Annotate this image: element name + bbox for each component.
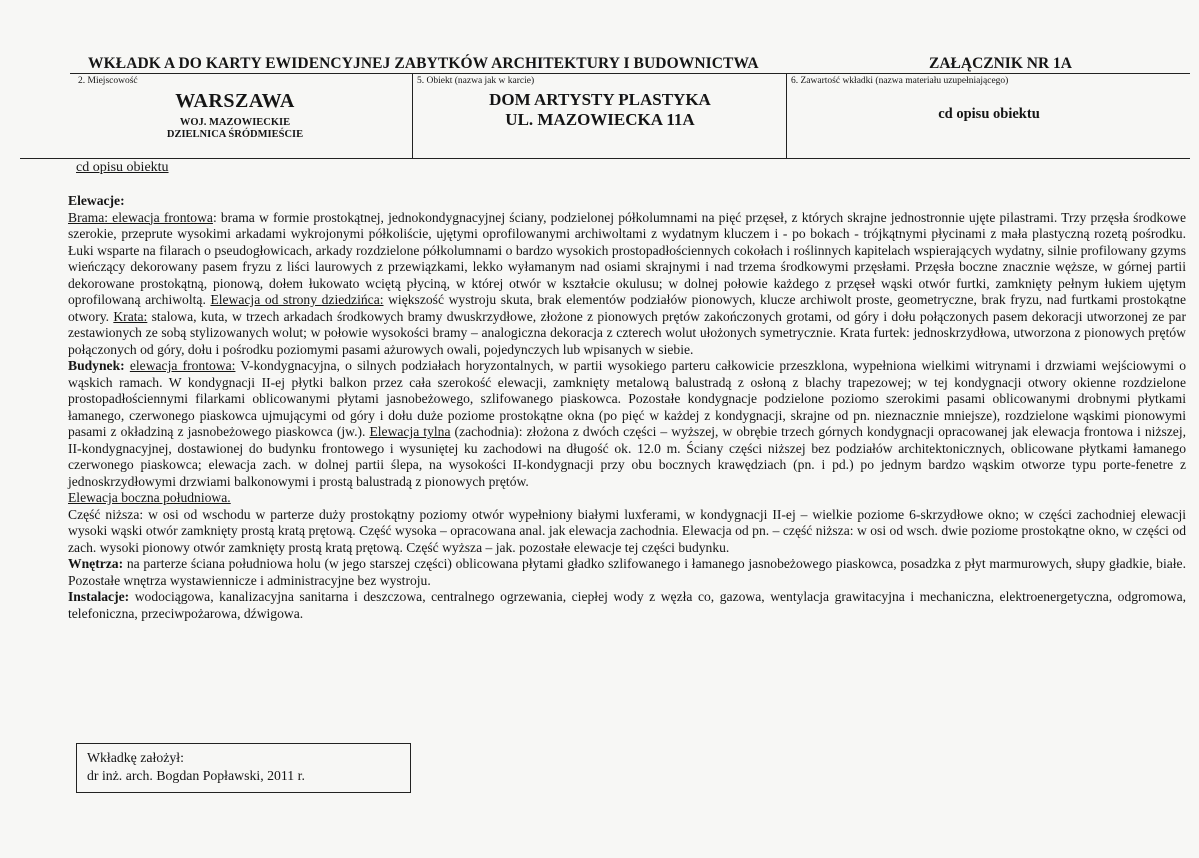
boczna-label: Elewacja boczna południowa. [68, 490, 231, 505]
annex-number: ZAŁĄCZNIK NR 1A [929, 55, 1072, 72]
object-name: DOM ARTYSTY PLASTYKA [489, 90, 711, 109]
wnetrza-text: na parterze ściana południowa holu (w jego starszej części) oblicowana płytami gładko szlifowanego i łamanego jasnobeżowego piaskowca, posadzka z płyt marmurowych, słupy gładkie, białe. Pozostałe wnętrza wystawiennicze i administracyjne bez wystroju. [68, 556, 1186, 588]
continuation-label: cd opisu obiektu [76, 160, 169, 175]
object-cell [412, 73, 787, 159]
object-address: UL. MAZOWIECKA 11A [505, 110, 695, 129]
krata-label: Krata: [113, 308, 148, 324]
district-name: DZIELNICA ŚRÓDMIEŚCIE [166, 129, 304, 140]
document-title: WKŁADK A DO KARTY EWIDENCYJNEJ ZABYTKÓW ARCHITEKTURY I BUDOWNICTWA [88, 55, 759, 72]
budynek-front-text: V-kondygnacyjna, o silnych podziałach horyzontalnych, w partii wysokiego parteru całkowicie przeszklona, wypełniona wielkimi witrynami i drzwiami wejściowymi o wąskich ramach. W kondygnacji II-ej płytki balkon przez cała szerokość elewacji, zamknięty metalową balustradą z osłoną z blachy trapezowej; w tej kondygnacji otwory okienne rozdzielone prostopadłościennymi filarkami oblicowanymi płytami jasnobeżowego, szlifowanego piaskowca. Pozostałe kondygnacje podzielone poziomo szerokimi pasami oblicowanymi drobnymi płytkami łamanego, czerwonego piaskowca ujmującymi od góry i dołu duże poziome prostokątne okna (po pięć w każdej z kondygnacji, skrajne od pn. nieznacznie mniejsze), rozdzielone wąskimi pionowymi pasami z okładziną z jasnobeżowego piaskowca (jw.). [68, 358, 1186, 439]
signature-author: dr inż. arch. Bogdan Popławski, 2011 r. [87, 768, 305, 783]
wnetrza-heading: Wnętrza: [68, 556, 124, 571]
brama-text: : brama w formie prostokątnej, jednokondygnacyjnej ściany, podzielonej półkolumnami na pięć przęseł, z których skrajne jednostronnie ujęte pilastrami. Trzy przęsła środkowe szerokie, przeprute wysokimi arkadami wykrojonymi półkoliście, ujętymi oprofilowanymi archiwoltami z wydatnym kluczem i - po bokach - trójkątnymi płycinami z mała plastyczną rozetą pośrodku. Łuki wsparte na filarach o pseudogłowicach, arkady rozdzielone półkolumnami o bardzo wysokich prostopadłościennych cokołach i roślinnych kapitelach wspierających wydatny, silnie profilowany gzyms wieńczący dekorowany pasem fryzu z liści laurowych z przewiązkami, lekko wyłamanym nad osiami skrajnymi i nad trzema środkowymi przęsłami. Przęsła boczne znacznie węższe, w górnej partii dekorowane prostokątną, pionową, dołem łukowato wciętą płyciną, w której otwór w kształcie okulusu; w dolnej połowie każdego z przęseł wąski otwór furtki, zamknięty pełnym łukiem ujętym oprofilowaną archiwoltą. [68, 209, 1187, 307]
description-body [68, 193, 1186, 622]
budynek-paragraph [68, 358, 1186, 490]
insert-content-value: cd opisu obiektu [938, 106, 1040, 122]
locality-cell [70, 73, 412, 159]
locality-label: 2. Miejscowość [78, 76, 138, 86]
dziedziniec-label: Elewacja od strony dziedzińca: [210, 292, 384, 307]
object-label: 5. Obiekt (nazwa jak w karcie) [417, 76, 535, 86]
elewacje-heading: Elewacje: [68, 193, 125, 208]
brama-label: Brama: elewacja frontowa [68, 209, 213, 225]
header-bottom-divider [20, 158, 1190, 159]
instalacje-paragraph [68, 589, 1186, 622]
boczna-text: Część niższa: w osi od wschodu w parterze duży prostokątny poziomy otwór wypełniony białymi luxferami, w kondygnacji II-ej – wielkie poziome 6-skrzydłowe okno; w części zachodniej elewacji wysoki wąski otwór zamknięty prostą kratą prętową. Część wysoka – opracowana anal. jak elewacja zachodnia. Elewacja od pn. – część niższa: w osi od wsch. dwie poziome prostokątne okno, w części od zach. wysoki pionowy otwór zamknięty prostą kratą prętową. Część wyższa – jak. pozostałe elewacje tej części budynku. [68, 506, 1186, 555]
brama-paragraph [68, 210, 1186, 359]
province-name: WOJ. MAZOWIECKIE [179, 117, 291, 128]
city-name: WARSZAWA [175, 90, 295, 112]
header-table [70, 73, 1190, 159]
tylna-text: (zachodnia): złożona z dwóch części – wyższej, w obrębie trzech górnych kondygnacji opracowanej jak elewacja frontowa i niższej, II-kondygnacyjnej, dostawionej do budynku frontowego i wysuniętej ku zachodowi na długość ok. 12.0 m. Ściany części niższej bez podziałów architektonicznych, oblicowane płytkami łamanego czerwonego piaskowca; elewacja zach. w dolnej partii ślepa, na wysokości II-kondygnacji przy obu bocznych krawędziach (pn. i pd.) po jednym bardzo wąskim otworze typu porte-fenetre z jednoskrzydłowymi drzwiami balkonowymi i prostą balustradą z pionowych prętów. [68, 424, 1187, 489]
dziedziniec-text: większość wystroju skuta, brak elementów podziałów pionowych, klucze archiwolt proste, geometryczne, brak fryzu, nad furtkami prostokątne otwory. [68, 292, 1186, 324]
signature-box [76, 743, 411, 793]
insert-content-label: 6. Zawartość wkładki (nazwa materiału uzupełniającego) [791, 76, 1009, 86]
title-row [70, 55, 1190, 73]
signature-label: Wkładkę założył: [87, 750, 184, 765]
instalacje-heading: Instalacje: [68, 589, 130, 604]
krata-text: stalowa, kuta, w trzech arkadach środkowych bramy dwuskrzydłowe, złożone z pionowych prętów zakończonych grotami, od góry i dołu połączonych pasem dekoracji utworzonej ze par zestawionych ze sobą stylizowanych wolut; w połowie wysokości bramy – analogiczna dekoracja z czterech wolut ułożonych symetrycznie. Krata furtek: jednoskrzydłowa, utworzona z pionowych prętów połączonych od góry, dołu i pośrodku poziomymi pasami ażurowych owali, pojedynczych lub wpisanych w siebie. [68, 308, 1186, 357]
budynek-front-label: elewacja frontowa: [129, 358, 236, 373]
wnetrza-paragraph [68, 556, 1186, 589]
budynek-heading: Budynek: [68, 358, 125, 373]
instalacje-text: wodociągowa, kanalizacyjna sanitarna i deszczowa, centralnego ogrzewania, ciepłej wody z węzła co, gazowa, wentylacja grawitacyjna i mechaniczna, elektroenergetyczna, odgromowa, telefoniczna, przeciwpożarowa, dźwigowa. [68, 589, 1186, 621]
insert-content-cell [786, 73, 1191, 159]
tylna-label: Elewacja tylna [369, 424, 451, 439]
